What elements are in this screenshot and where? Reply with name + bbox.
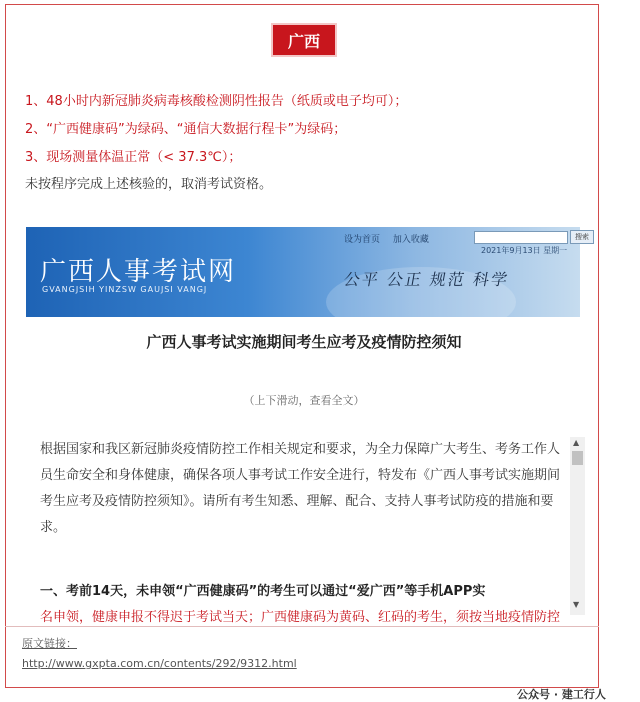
banner-site-title: 广西人事考试网 [40,257,237,287]
banner-date: 2021年9月13日 星期一 [481,246,568,255]
footer-divider [5,626,599,627]
add-favorite-link[interactable]: 加入收藏 [392,235,429,245]
article-title: 广西人事考试实施期间考生应考及疫情防控须知 [146,333,462,351]
banner-slogan: 公平 公正 规范 科学 [342,270,511,289]
region-tag: 广西 [271,23,337,57]
account-watermark: 公众号 · 建工行人 [517,688,606,701]
article-intro: 根据国家和我区新冠肺炎疫情防控工作相关规定和要求，为全力保障广大考生、考务工作人员生命安全和身体健康，确保各项人事考试工作安全进行，特发布《广西人事考试实施期间考生应考及疫情防控须知》。请所有考生知悉、理解、配合、支持人事考试防疫的措施和要求。 [40,442,561,535]
scroll-up-icon[interactable]: ▲ [573,438,580,447]
scrollbar-thumb[interactable] [572,451,583,465]
scroll-hint: （上下滑动，查看全文） [243,394,365,407]
article-section-1-continued: 名申领，健康申报不得迟于考试当天；广西健康码为黄码、红码的考生，须按当地疫情防控 [40,610,561,625]
banner-search-button[interactable]: 搜索 [570,230,594,244]
banner-search-input[interactable] [474,231,568,244]
source-link-label: 原文链接： [22,637,77,650]
scroll-down-icon[interactable]: ▼ [573,600,580,609]
set-homepage-link[interactable]: 设为首页 [344,235,381,245]
requirement-2: 2、“广西健康码”为绿码、“通信大数据行程卡”为绿码； [25,122,347,137]
requirement-1: 1、48小时内新冠肺炎病毒核酸检测阴性报告（纸质或电子均可）； [25,94,408,109]
requirement-3: 3、现场测量体温正常（< 37.3℃）； [25,150,242,165]
banner-links [344,232,439,245]
exam-site-banner[interactable] [26,227,589,317]
scrollable-article-box[interactable] [26,433,586,625]
banner-site-subtitle: GVANGJSIH YINZSW GAUJSI VANGJ [42,285,208,294]
article-section-1: 一、考前14天，未申领“广西健康码”的考生可以通过“爱广西”等手机APP实 [40,584,486,599]
source-url-link[interactable]: http://www.gxpta.com.cn/contents/292/9312.html [22,657,297,670]
article-scrollbar[interactable] [570,437,585,615]
disqualification-note: 未按程序完成上述核验的，取消考试资格。 [25,177,273,192]
